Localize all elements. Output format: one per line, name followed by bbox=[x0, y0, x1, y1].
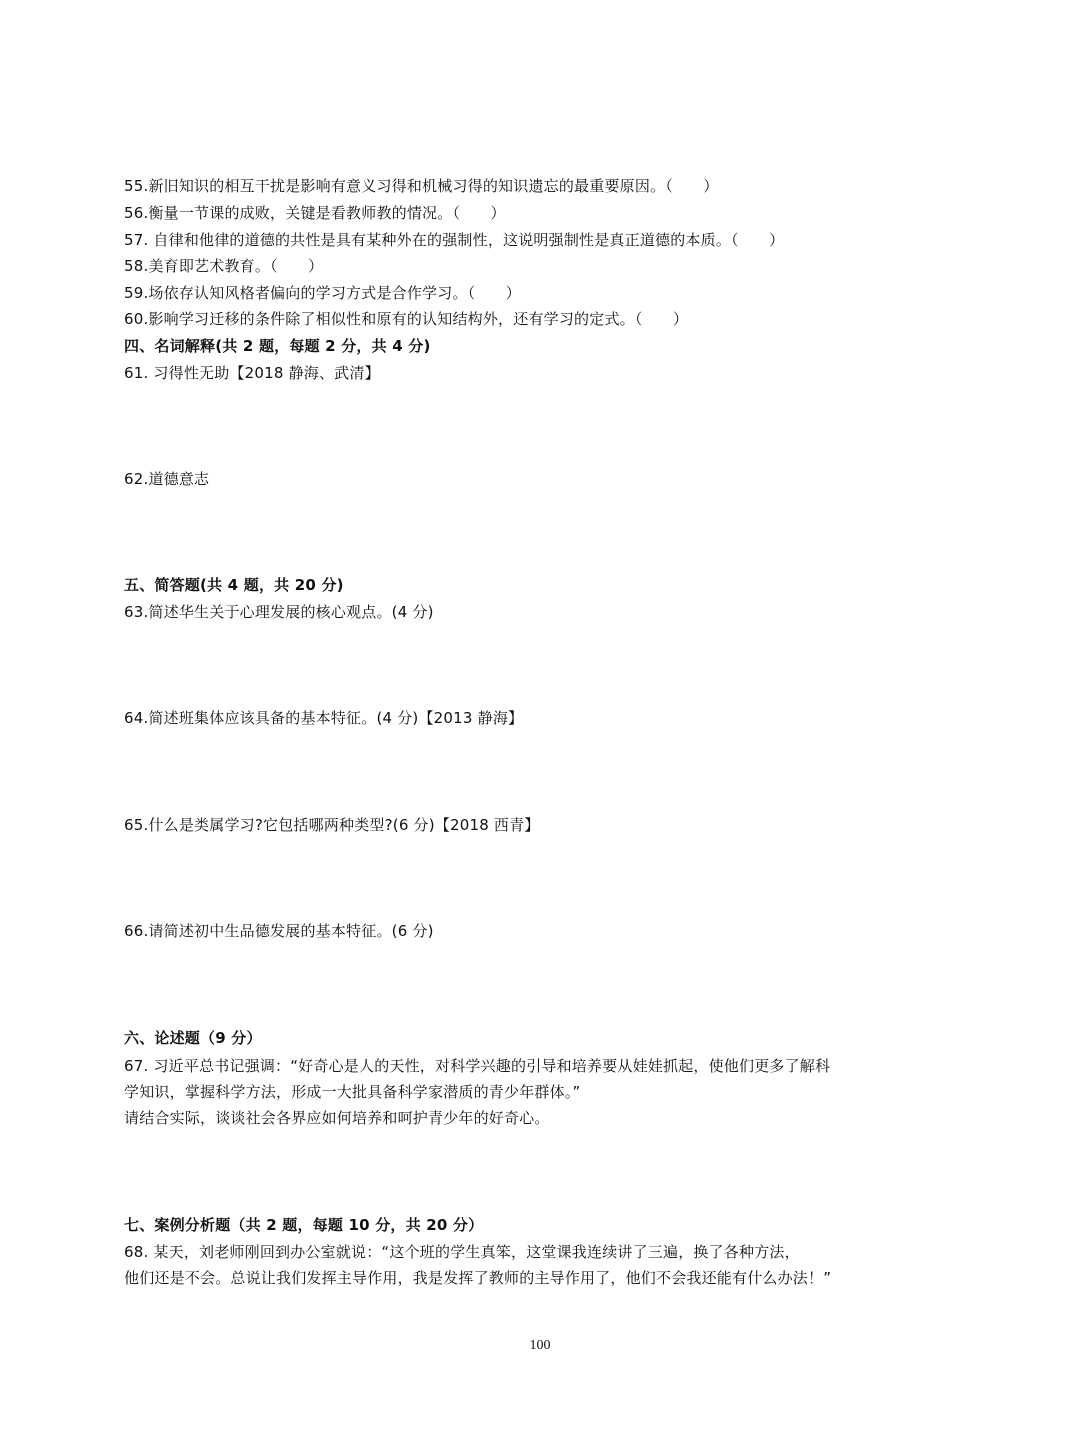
question-67-line-1: 67. 习近平总书记强调：“好奇心是人的天性，对科学兴趣的引导和培养要从娃娃抓起，使他们更多了解科 bbox=[124, 1057, 831, 1075]
question-68-line-2: 他们还是不会。总说让我们发挥主导作用，我是发挥了教师的主导作用了，他们不会我还能有什么办法！” bbox=[124, 1269, 832, 1287]
question-58: 58.美育即艺术教育。（ ） bbox=[124, 257, 324, 275]
section-heading-terms: 四、名词解释(共 2 题，每题 2 分，共 4 分) bbox=[124, 337, 431, 355]
question-62: 62.道德意志 bbox=[124, 470, 210, 488]
question-63: 63.简述华生关于心理发展的核心观点。(4 分) bbox=[124, 603, 434, 621]
section-heading-essay: 六、论述题（9 分） bbox=[124, 1029, 262, 1047]
question-56: 56.衡量一节课的成败，关键是看教师教的情况。（ ） bbox=[124, 204, 506, 222]
question-68-line-1: 68. 某天，刘老师刚回到办公室就说：“这个班的学生真笨，这堂课我连续讲了三遍，换了各种方法， bbox=[124, 1243, 800, 1261]
question-60: 60.影响学习迁移的条件除了相似性和原有的认知结构外，还有学习的定式。（ ） bbox=[124, 310, 689, 328]
question-55: 55.新旧知识的相互干扰是影响有意义习得和机械习得的知识遗忘的最重要原因。（ ） bbox=[124, 177, 719, 195]
question-59: 59.场依存认知风格者偏向的学习方式是合作学习。（ ） bbox=[124, 284, 521, 302]
question-61: 61. 习得性无助【2018 静海、武清】 bbox=[124, 364, 380, 382]
question-57: 57. 自律和他律的道德的共性是具有某种外在的强制性，这说明强制性是真正道德的本质。（ ） bbox=[124, 231, 785, 249]
page-number: 100 bbox=[529, 1338, 551, 1353]
question-64: 64.简述班集体应该具备的基本特征。(4 分)【2013 静海】 bbox=[124, 709, 524, 727]
question-67-line-2: 学知识，掌握科学方法，形成一大批具备科学家潜质的青少年群体。” bbox=[124, 1083, 581, 1101]
question-66: 66.请简述初中生品德发展的基本特征。(6 分) bbox=[124, 922, 434, 940]
question-65: 65.什么是类属学习?它包括哪两种类型?(6 分)【2018 西青】 bbox=[124, 816, 540, 834]
question-67-prompt: 请结合实际，谈谈社会各界应如何培养和呵护青少年的好奇心。 bbox=[124, 1109, 550, 1127]
section-heading-case-analysis: 七、案例分析题（共 2 题，每题 10 分，共 20 分） bbox=[124, 1216, 484, 1234]
section-heading-short-answer: 五、简答题(共 4 题，共 20 分) bbox=[124, 576, 344, 594]
